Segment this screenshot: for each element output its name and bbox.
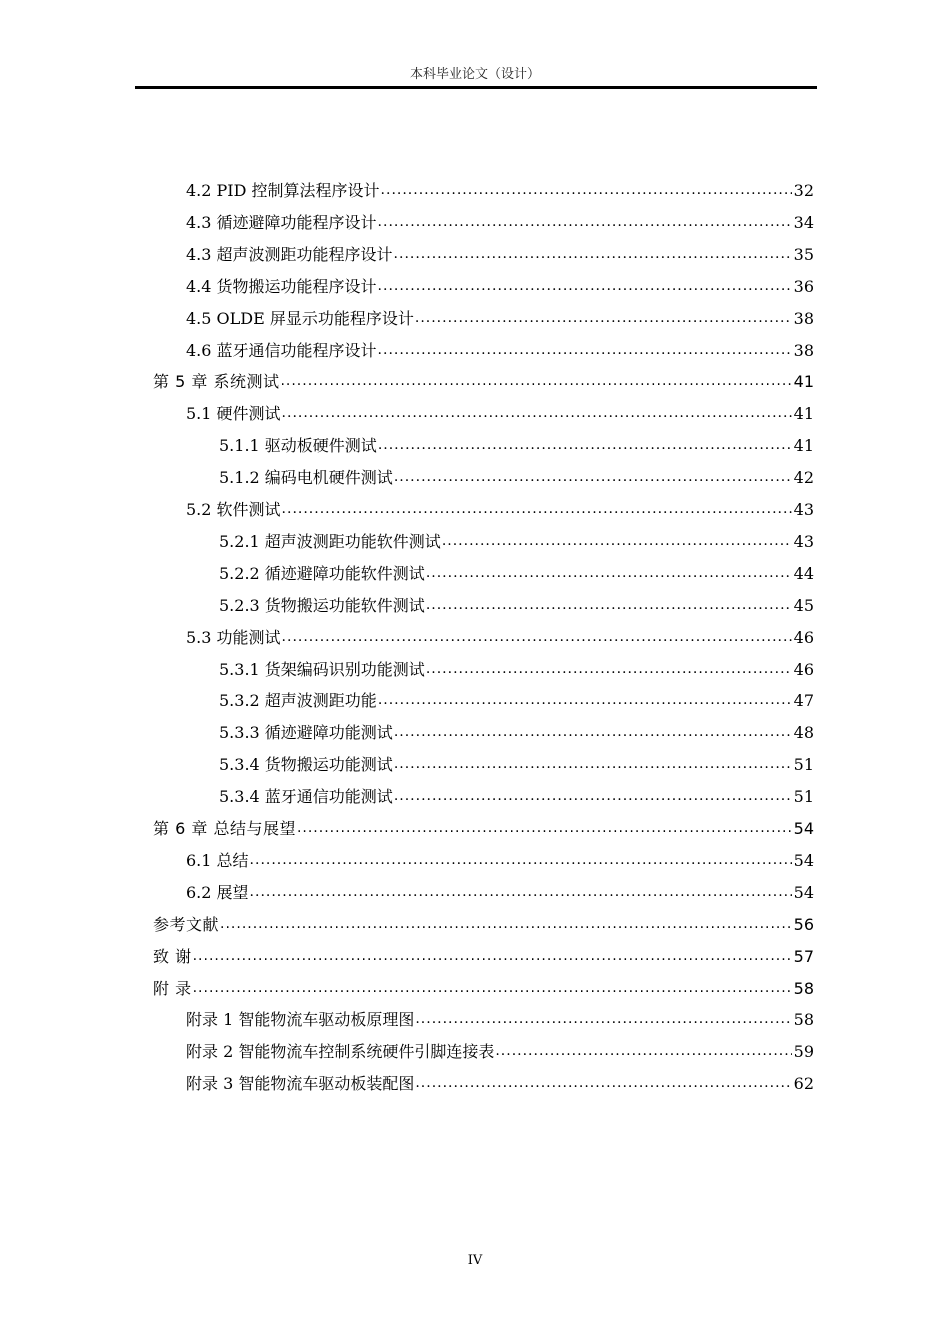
toc-dot-leader <box>394 723 792 741</box>
toc-dot-leader <box>415 309 792 327</box>
toc-dot-leader <box>220 915 792 933</box>
toc-dot-leader <box>193 947 792 965</box>
toc-entry[interactable] <box>0 649 814 681</box>
toc-entry[interactable] <box>0 617 814 649</box>
toc-entry-title: 5.3.2 超声波测距功能 <box>219 691 377 711</box>
toc-entry[interactable] <box>0 840 814 872</box>
toc-entry-page: 44 <box>793 563 814 583</box>
toc-entry-page: 54 <box>793 882 814 902</box>
toc-entry-title: 4.4 货物搬运功能程序设计 <box>186 276 377 296</box>
toc-dot-leader <box>282 628 792 646</box>
toc-entry-page: 57 <box>793 946 814 966</box>
toc-entry-title: 4.3 循迹避障功能程序设计 <box>186 212 377 232</box>
toc-entry[interactable] <box>0 489 814 521</box>
toc-entry-title: 5.2.2 循迹避障功能软件测试 <box>219 563 425 583</box>
toc-dot-leader <box>378 436 792 454</box>
toc-entry[interactable] <box>0 585 814 617</box>
toc-entry-title: 5.3.4 蓝牙通信功能测试 <box>219 787 393 807</box>
toc-dot-leader <box>495 1042 791 1060</box>
toc-entry-page: 43 <box>793 531 814 551</box>
toc-dot-leader <box>250 883 792 901</box>
header-rule <box>135 86 817 89</box>
toc-entry-title: 附录 2 智能物流车控制系统硬件引脚连接表 <box>186 1042 495 1062</box>
toc-entry-title: 4.6 蓝牙通信功能程序设计 <box>186 340 377 360</box>
toc-dot-leader <box>280 372 791 390</box>
toc-entry-page: 41 <box>793 372 814 392</box>
toc-entry-page: 41 <box>793 404 814 424</box>
toc-entry[interactable] <box>0 744 814 776</box>
toc-entry-page: 41 <box>793 436 814 456</box>
toc-entry-page: 47 <box>793 691 814 711</box>
toc-dot-leader <box>426 660 792 678</box>
toc-dot-leader <box>250 851 792 869</box>
toc-entry[interactable] <box>0 521 814 553</box>
toc-entry-page: 58 <box>793 978 814 998</box>
toc-entry-title: 5.3.3 循迹避障功能测试 <box>219 723 393 743</box>
toc-dot-leader <box>378 691 792 709</box>
toc-entry[interactable] <box>0 393 814 425</box>
toc-dot-leader <box>415 1010 791 1028</box>
toc-entry-page: 59 <box>793 1042 814 1062</box>
toc-dot-leader <box>394 468 792 486</box>
toc-entry-page: 34 <box>793 212 814 232</box>
toc-entry-page: 62 <box>793 1074 814 1094</box>
toc-entry[interactable] <box>0 361 814 393</box>
toc-entry-page: 58 <box>793 1010 814 1030</box>
toc-dot-leader <box>378 213 792 231</box>
toc-dot-leader <box>282 404 792 422</box>
toc-entry[interactable] <box>0 234 814 266</box>
toc-entry-title: 5.2.1 超声波测距功能软件测试 <box>219 531 441 551</box>
toc-dot-leader <box>378 277 792 295</box>
toc-entry-title: 附录 1 智能物流车驱动板原理图 <box>186 1010 415 1030</box>
toc-entry[interactable] <box>0 457 814 489</box>
toc-entry-page: 43 <box>793 500 814 519</box>
toc-dot-leader <box>297 819 792 837</box>
toc-entry-title: 5.1 硬件测试 <box>186 404 281 424</box>
toc-entry-title: 5.3 功能测试 <box>186 627 281 647</box>
toc-entry-page: 48 <box>793 723 814 743</box>
toc-entry-page: 32 <box>793 181 814 200</box>
toc-entry[interactable] <box>0 1031 814 1063</box>
toc-entry-page: 51 <box>793 755 814 775</box>
toc-entry[interactable] <box>0 425 814 457</box>
toc-entry[interactable] <box>0 170 814 202</box>
toc-dot-leader <box>394 755 792 773</box>
toc-entry-title: 附 录 <box>153 978 192 998</box>
running-header-title: 本科毕业论文（设计） <box>409 67 540 82</box>
toc-entry[interactable] <box>0 808 814 840</box>
toc-entry-title: 5.1.1 驱动板硬件测试 <box>219 436 377 456</box>
toc-entry[interactable] <box>0 999 814 1031</box>
toc-entry-page: 38 <box>793 340 814 360</box>
toc-entry-title: 参考文献 <box>153 914 220 934</box>
toc-dot-leader <box>378 341 792 359</box>
toc-dot-leader <box>415 1074 791 1092</box>
toc-entry-title: 5.1.2 编码电机硬件测试 <box>219 468 393 488</box>
toc-entry[interactable] <box>0 1063 814 1095</box>
toc-entry-title: 致 谢 <box>153 946 192 966</box>
toc-entry-title: 6.1 总结 <box>186 850 249 870</box>
toc-dot-leader <box>394 245 792 263</box>
toc-entry-page: 54 <box>793 819 814 838</box>
toc-entry-page: 46 <box>793 659 814 679</box>
toc-entry-page: 38 <box>793 308 814 328</box>
toc-entry[interactable] <box>0 936 814 968</box>
toc-dot-leader <box>442 532 792 550</box>
toc-entry-title: 4.2 PID 控制算法程序设计 <box>186 181 380 200</box>
toc-entry-title: 5.3.4 货物搬运功能测试 <box>219 755 393 775</box>
toc-entry-page: 54 <box>793 850 814 870</box>
toc-entry-page: 42 <box>793 468 814 488</box>
toc-entry-title: 5.2 软件测试 <box>186 500 281 519</box>
toc-entry[interactable] <box>0 872 814 904</box>
toc-entry[interactable] <box>0 202 814 234</box>
toc-entry-page: 35 <box>793 244 814 264</box>
toc-entry-title: 6.2 展望 <box>186 882 249 902</box>
toc-dot-leader <box>381 181 792 199</box>
toc-entry-page: 51 <box>793 787 814 807</box>
toc-entry-title: 第 5 章 系统测试 <box>153 372 280 392</box>
toc-entry-title: 4.3 超声波测距功能程序设计 <box>186 244 393 264</box>
toc-entry[interactable] <box>0 712 814 744</box>
toc-entry-title: 5.3.1 货架编码识别功能测试 <box>219 659 425 679</box>
toc-dot-leader <box>426 596 792 614</box>
toc-entry[interactable] <box>0 298 814 330</box>
page-number: IV <box>467 1253 483 1268</box>
toc-entry-title: 5.2.3 货物搬运功能软件测试 <box>219 595 425 615</box>
toc-dot-leader <box>426 564 792 582</box>
toc-entry[interactable] <box>0 553 814 585</box>
toc-entry-page: 56 <box>793 914 814 934</box>
toc-entry-title: 附录 3 智能物流车驱动板装配图 <box>186 1074 415 1094</box>
toc-entry-page: 46 <box>793 627 814 647</box>
toc-entry-page: 36 <box>793 276 814 296</box>
toc-dot-leader <box>394 787 792 805</box>
toc-entry-title: 第 6 章 总结与展望 <box>153 819 296 838</box>
toc-dot-leader <box>282 500 792 518</box>
toc-entry[interactable] <box>0 680 814 712</box>
toc-entry[interactable] <box>0 904 814 936</box>
toc-entry[interactable] <box>0 776 814 808</box>
toc-entry[interactable] <box>0 330 814 362</box>
toc-entry[interactable] <box>0 968 814 1000</box>
toc-entry[interactable] <box>0 266 814 298</box>
toc-dot-leader <box>193 979 792 997</box>
toc-entry-page: 45 <box>793 595 814 615</box>
toc-entry-title: 4.5 OLDE 屏显示功能程序设计 <box>186 308 414 328</box>
